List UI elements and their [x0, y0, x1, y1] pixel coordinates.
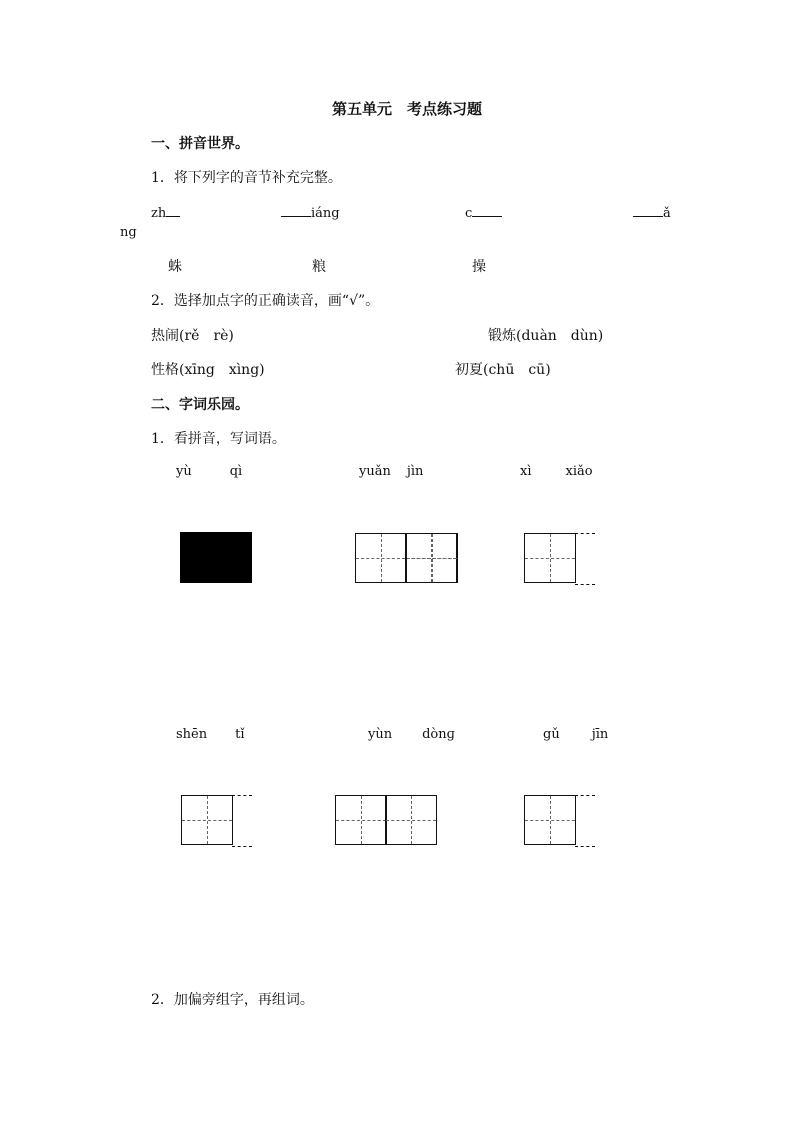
writing-grid-4[interactable]: [181, 795, 233, 845]
choice-word: 性格: [151, 362, 179, 378]
pinyin-word-4: shēn tǐ: [176, 727, 245, 742]
reading-choice-4[interactable]: [455, 359, 551, 379]
answer-blank[interactable]: [166, 204, 180, 217]
reading-choice-3[interactable]: [151, 359, 265, 379]
question-2-prompt: 2．选择加点字的正确读音，画“√”。: [151, 293, 380, 309]
writing-grid-2b[interactable]: [406, 533, 458, 583]
filled-writing-box[interactable]: [180, 532, 252, 583]
question-1-prompt: 1．将下列字的音节补充完整。: [151, 170, 342, 186]
choice-word: 锻炼: [488, 328, 516, 344]
grid-cell[interactable]: [336, 796, 386, 844]
answer-blank[interactable]: [281, 204, 311, 217]
pinyin-word-5: yùn dònɡ: [368, 727, 455, 742]
syllable-item-4: [633, 204, 671, 221]
grid-cell[interactable]: [525, 796, 575, 844]
grid-cell[interactable]: [182, 796, 232, 844]
writing-grid-5b[interactable]: [385, 795, 437, 845]
choice-word: 热闹: [151, 328, 179, 344]
page-title: 第五单元 考点练习题: [332, 100, 483, 118]
grid-cell[interactable]: [356, 534, 406, 582]
pinyin-word-3: xì xiǎo: [520, 464, 593, 479]
answer-blank[interactable]: [472, 204, 502, 217]
choice-options: (rě rè): [179, 328, 234, 344]
choice-options: (xīng xìng): [179, 362, 265, 378]
writing-grid-3[interactable]: [524, 533, 576, 583]
reading-choice-2[interactable]: [488, 325, 603, 345]
character-1: 蛛: [168, 259, 182, 275]
syllable-item-3: [465, 204, 502, 221]
syllable-prefix: zh: [151, 206, 167, 221]
writing-grid-5[interactable]: [335, 795, 387, 845]
pinyin-word-6: gǔ jīn: [543, 727, 609, 742]
pinyin-word-2: yuǎn jìn: [359, 464, 424, 479]
syllable-suffix: ǎ: [663, 206, 671, 221]
choice-options: (chū cū): [483, 362, 551, 378]
grid-cell[interactable]: [386, 796, 436, 844]
question-4-prompt: 2．加偏旁组字，再组词。: [151, 992, 314, 1008]
answer-blank[interactable]: [633, 204, 663, 217]
section-heading-pinyin: 一、拼音世界。: [151, 136, 249, 152]
section-heading-words: 二、字词乐园。: [151, 397, 249, 413]
pinyin-word-1: yù qì: [176, 464, 243, 479]
syllable-suffix: iáng: [311, 206, 340, 221]
character-3: 操: [472, 259, 486, 275]
reading-choice-1[interactable]: [151, 325, 234, 345]
choice-word: 初夏: [455, 362, 483, 378]
character-2: 粮: [312, 259, 326, 275]
writing-grid-6[interactable]: [524, 795, 576, 845]
choice-options: (duàn dùn): [516, 328, 604, 344]
grid-cell[interactable]: [407, 534, 457, 582]
syllable-item-4-wrap: ng: [120, 225, 137, 240]
question-3-prompt: 1．看拼音，写词语。: [151, 431, 286, 447]
syllable-item-1: [151, 204, 180, 221]
syllable-item-2: [281, 204, 340, 221]
syllable-prefix: c: [465, 206, 473, 221]
grid-cell[interactable]: [525, 534, 575, 582]
